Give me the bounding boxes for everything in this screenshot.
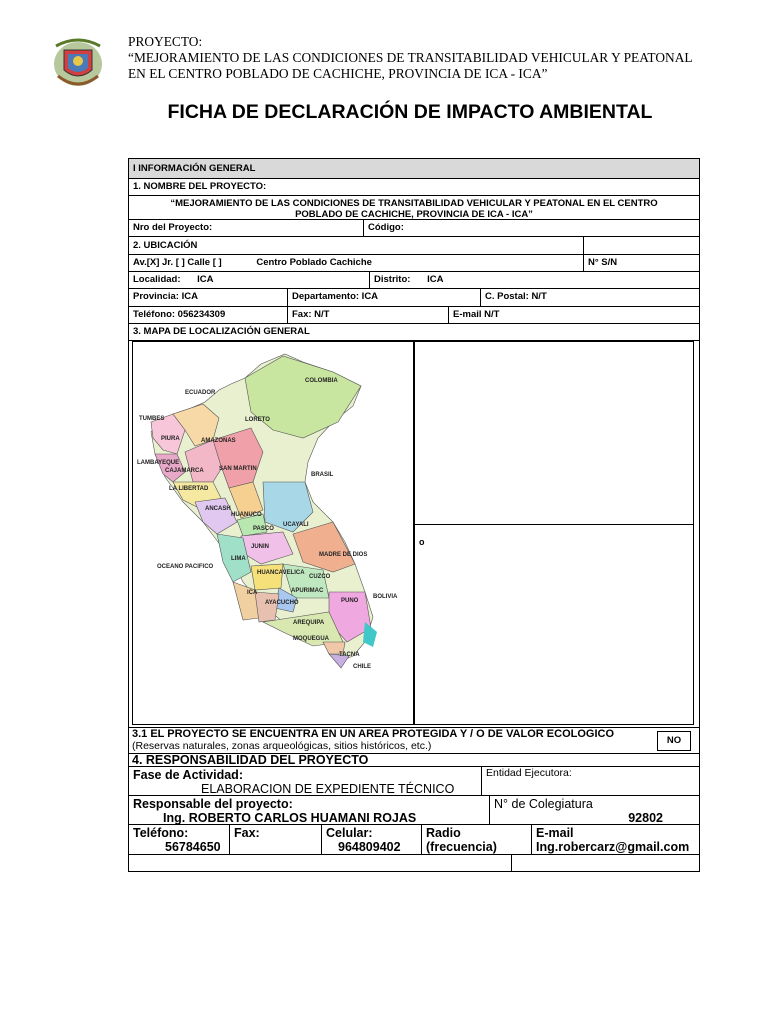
localidad-value: ICA: [197, 274, 214, 285]
map-label-amazonas: AMAZONAS: [201, 438, 236, 444]
fax-cell[interactable]: Fax: N/T: [287, 307, 448, 323]
cpostal-cell[interactable]: C. Postal: N/T: [480, 289, 699, 306]
responsable-cell[interactable]: [129, 796, 489, 824]
mapa-label: 3. MAPA DE LOCALIZACIÓN GENERAL: [133, 326, 310, 337]
telefono4-label: Teléfono:: [133, 826, 189, 840]
blank-cell-left[interactable]: [129, 855, 511, 871]
email4-label: E-mail: [536, 826, 574, 840]
nro-label[interactable]: Nro del Proyecto:: [133, 222, 213, 233]
map-label-lalibertad: LA LIBERTAD: [169, 486, 209, 492]
map-label-madrededios: MADRE DE DIOS: [319, 552, 368, 558]
map-label-ecuador: ECUADOR: [185, 390, 216, 396]
celular-cell[interactable]: [321, 825, 421, 854]
map-label-tumbes: TUMBES: [139, 416, 165, 422]
map-label-ica: ICA: [247, 590, 258, 596]
telefono-cell[interactable]: Teléfono: 056234309: [133, 309, 226, 320]
radio-label: Radio: [426, 826, 461, 840]
celular-label: Celular:: [326, 826, 373, 840]
project-name: [129, 196, 699, 219]
email4-cell[interactable]: [531, 825, 699, 854]
impact-form: [128, 158, 700, 872]
map-label-piura: PIURA: [161, 436, 180, 442]
map-label-lambayeque: LAMBAYEQUE: [137, 460, 180, 466]
colegiatura-label: N° de Colegiatura: [494, 797, 593, 811]
map-label-ayacucho: AYACUCHO: [265, 600, 299, 606]
nro-row: [129, 220, 699, 237]
ubicacion-blank: [583, 237, 699, 254]
location-map: [132, 341, 414, 725]
distrito-value: ICA: [427, 274, 444, 285]
codigo-label[interactable]: Código:: [363, 220, 699, 236]
header-line2: “MEJORAMIENTO DE LAS CONDICIONES DE TRANSITABILIDAD VEHICULAR Y PEATONAL: [128, 50, 693, 65]
fase-row: [129, 767, 699, 796]
responsable-row: [129, 796, 699, 825]
blank-row: [129, 855, 699, 871]
localidad-label: Localidad:: [133, 274, 181, 285]
project-name-line2: POBLADO DE CACHICHE, PROVINCIA DE ICA - ICA”: [295, 209, 533, 219]
number-label[interactable]: N° S/N: [583, 255, 699, 271]
fase-value: ELABORACION DE EXPEDIENTE TÉCNICO: [201, 782, 455, 795]
map-label-huanuco: HUANUCO: [231, 512, 262, 518]
localidad-cell[interactable]: [129, 272, 369, 288]
project-header: [128, 34, 728, 82]
telefono-row: [129, 307, 699, 324]
email-cell[interactable]: E-mail N/T: [448, 307, 699, 323]
map-label-junin: JUNIN: [251, 544, 270, 550]
map-label-arequipa: AREQUIPA: [293, 620, 325, 626]
colegiatura-cell[interactable]: [489, 796, 699, 824]
radio-value: (frecuencia): [426, 840, 497, 854]
protected-question: [132, 728, 614, 752]
map-label-colombia: COLOMBIA: [305, 378, 338, 384]
map-label-sanmartin: SAN MARTIN: [219, 466, 257, 472]
responsable-value: Ing. ROBERTO CARLOS HUAMANI ROJAS: [163, 811, 417, 824]
map-label-loreto: LORETO: [245, 417, 270, 423]
colegiatura-value: 92802: [628, 811, 663, 824]
telefono4-cell[interactable]: [129, 825, 229, 854]
contact-row: [129, 825, 699, 855]
section4-heading: 4. RESPONSABILIDAD DEL PROYECTO: [132, 753, 369, 767]
protected-row: [129, 728, 699, 754]
section1-heading: I INFORMACIÓN GENERAL: [133, 163, 256, 174]
map-label-ancash: ANCASH: [205, 506, 231, 512]
responsable-label: Responsable del proyecto:: [133, 797, 293, 811]
address-row: [129, 255, 699, 272]
nombre-label-row: [129, 179, 699, 196]
map-side-mark: o: [419, 537, 425, 547]
provincia-cell[interactable]: Provincia: ICA: [133, 291, 198, 302]
map-detail-top: [414, 341, 694, 525]
map-label-huancavelica: HUANCAVELICA: [257, 570, 305, 576]
blank-cell-right[interactable]: [511, 855, 699, 871]
radio-cell[interactable]: [421, 825, 531, 854]
av-label: Av.[X] Jr. [ ] Calle [ ]: [133, 257, 222, 268]
nombre-label: 1. NOMBRE DEL PROYECTO:: [133, 181, 267, 192]
fase-cell[interactable]: [129, 767, 481, 795]
protected-answer[interactable]: NO: [657, 731, 691, 751]
mapa-label-row: [129, 324, 699, 341]
map-label-puno: PUNO: [341, 598, 359, 604]
ubicacion-label: 2. UBICACIÓN: [133, 240, 198, 251]
map-label-lima: LIMA: [231, 556, 246, 562]
header-line3: EN EL CENTRO POBLADO DE CACHICHE, PROVINCIA DE ICA - ICA”: [128, 66, 548, 81]
page-title: FICHA DE DECLARACIÓN DE IMPACTO AMBIENTAL: [167, 101, 653, 123]
coat-of-arms-logo: [50, 36, 106, 90]
fax4-cell[interactable]: [229, 825, 321, 854]
email4-value: Ing.robercarz@gmail.com: [536, 840, 690, 854]
map-label-brasil: BRASIL: [311, 472, 334, 478]
section1-heading-row: [129, 159, 699, 179]
map-label-ucayali: UCAYALI: [283, 522, 309, 528]
fase-label: Fase de Actividad:: [133, 768, 243, 782]
header-line1: PROYECTO:: [128, 34, 203, 49]
telefono4-value: 56784650: [165, 840, 221, 854]
av-value: Centro Poblado Cachiche: [256, 257, 372, 268]
map-label-bolivia: BOLIVIA: [373, 594, 398, 600]
protected-line2: (Reservas naturales, zonas arqueológicas, sitios históricos, etc.): [132, 740, 432, 752]
fax4-label: Fax:: [234, 826, 260, 840]
map-label-tacna: TACNA: [339, 652, 360, 658]
map-detail-bottom: [414, 524, 694, 725]
celular-value: 964809402: [338, 840, 401, 854]
nombre-value-row: [129, 196, 699, 220]
section4-heading-row: [129, 754, 699, 767]
protected-line1: 3.1 EL PROYECTO SE ENCUENTRA EN UN AREA PROTEGIDA Y / O DE VALOR ECOLOGICO: [132, 728, 615, 740]
provincia-row: [129, 289, 699, 307]
entidad-label[interactable]: Entidad Ejecutora:: [481, 767, 699, 795]
map-label-cajamarca: CAJAMARCA: [165, 468, 204, 474]
map-label-chile: CHILE: [353, 664, 371, 670]
map-label-moquegua: MOQUEGUA: [293, 636, 329, 642]
map-label-apurimac: APURIMAC: [291, 588, 324, 594]
map-label-oceano: OCEANO PACIFICO: [157, 564, 214, 570]
map-label-cuzco: CUZCO: [309, 574, 331, 580]
distrito-label: Distrito:: [374, 274, 411, 285]
project-name-line1: “MEJORAMIENTO DE LAS CONDICIONES DE TRANSITABILIDAD VEHICULAR Y PEATONAL EN EL CENTRO: [170, 198, 658, 209]
ubicacion-row: [129, 237, 699, 255]
map-label-pasco: PASCO: [253, 526, 274, 532]
address-cell[interactable]: [129, 255, 583, 271]
localidad-row: [129, 272, 699, 289]
distrito-cell[interactable]: [369, 272, 699, 288]
departamento-cell[interactable]: Departamento: ICA: [287, 289, 480, 306]
